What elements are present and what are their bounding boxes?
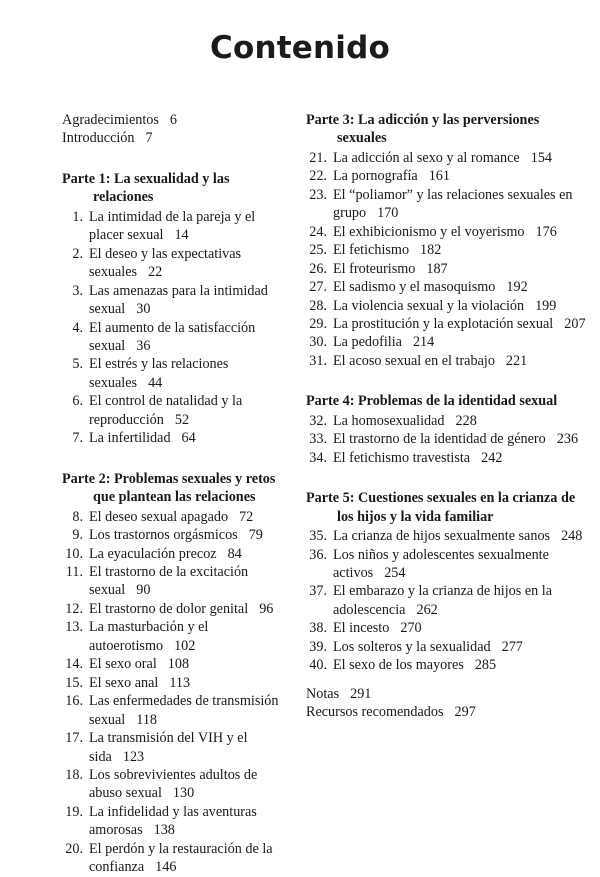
chapter-title-text: El exhibicionismo y el voyerismo — [333, 223, 525, 240]
chapter-page-number: 96 — [259, 600, 274, 617]
chapter-number: 18. — [65, 766, 83, 783]
chapter-entry[interactable] — [62, 674, 292, 692]
chapter-title — [333, 619, 588, 637]
chapter-entry[interactable] — [306, 430, 588, 448]
chapter-title-text: La pedofilia — [333, 334, 402, 351]
chapter-number: 36. — [309, 546, 327, 563]
chapter-number: 34. — [309, 449, 327, 466]
chapter-title — [89, 729, 292, 766]
chapter-title-text: El incesto — [333, 620, 390, 637]
chapter-number: 13. — [65, 619, 83, 636]
chapter-number: 33. — [309, 431, 327, 448]
chapter-page-number: 123 — [122, 748, 145, 765]
chapter-title-text: El sexo oral — [89, 656, 157, 673]
chapter-page-number: 36 — [136, 337, 151, 354]
chapter-number: 15. — [65, 674, 83, 691]
chapter-number: 22. — [309, 168, 327, 185]
entry-page-number: 6 — [169, 112, 178, 128]
chapter-number: 26. — [309, 260, 327, 277]
chapter-number: 40. — [309, 657, 327, 674]
chapter-title — [333, 333, 588, 351]
chapter-page-number: 22 — [148, 264, 163, 281]
chapter-page-number: 52 — [174, 411, 190, 428]
entry-page-number: 291 — [350, 685, 372, 702]
chapter-title — [333, 582, 588, 619]
toc-columns — [0, 66, 600, 877]
chapter-title-text: El sexo anal — [89, 674, 159, 691]
chapter-number: 8. — [72, 508, 83, 525]
chapter-page-number: 130 — [172, 785, 195, 802]
chapter-title — [89, 208, 292, 245]
chapter-title — [333, 449, 588, 467]
chapter-title — [333, 352, 588, 370]
chapter-number: 20. — [65, 840, 83, 857]
toc-plain-entry[interactable] — [306, 703, 588, 721]
chapter-title — [89, 545, 292, 563]
chapter-page-number: 84 — [227, 545, 242, 562]
chapter-number: 7. — [72, 430, 83, 447]
part-heading: Parte 2: Problemas sexuales y retos que plantean las relaciones — [62, 470, 276, 506]
chapter-title-text: La homosexualidad — [333, 412, 445, 429]
chapter-page-number: 228 — [455, 412, 477, 429]
chapter-page-number: 254 — [384, 564, 406, 581]
chapter-entry[interactable] — [306, 449, 588, 467]
chapter-number: 39. — [309, 638, 327, 655]
chapter-number: 10. — [65, 545, 83, 562]
chapter-entry[interactable] — [62, 803, 292, 840]
chapter-entry[interactable] — [62, 600, 292, 618]
chapter-entry[interactable] — [306, 167, 588, 185]
chapter-title-text: La infertilidad — [89, 430, 171, 447]
chapter-title-text: Los solteros y la sexualidad — [333, 638, 491, 655]
chapter-title — [89, 618, 292, 655]
chapter-title — [333, 527, 588, 545]
chapter-list — [306, 527, 588, 675]
chapter-entry[interactable] — [306, 223, 588, 241]
chapter-title — [333, 167, 588, 185]
chapter-page-number: 221 — [505, 352, 528, 369]
chapter-entry[interactable] — [306, 278, 588, 296]
chapter-entry[interactable] — [62, 545, 292, 563]
chapter-title — [333, 260, 588, 278]
chapter-title — [89, 803, 292, 840]
chapter-page-number: 102 — [174, 637, 196, 654]
toc-column-left — [0, 111, 300, 877]
chapter-number: 6. — [72, 393, 83, 410]
chapter-entry[interactable] — [306, 656, 588, 674]
entry-page-number: 7 — [145, 130, 153, 147]
chapter-title — [89, 674, 292, 692]
chapter-page-number: 79 — [248, 527, 263, 544]
chapter-number: 35. — [309, 528, 327, 545]
spacer — [306, 675, 588, 685]
chapter-entry[interactable] — [62, 392, 292, 429]
chapter-page-number: 146 — [155, 859, 177, 876]
entry-label: Notas — [306, 685, 340, 702]
chapter-title — [89, 840, 292, 877]
chapter-entry[interactable] — [306, 619, 588, 637]
chapter-page-number: 161 — [428, 168, 450, 185]
chapter-number: 9. — [72, 527, 83, 544]
chapter-page-number: 199 — [535, 297, 557, 314]
chapter-number: 27. — [309, 279, 327, 296]
chapter-number: 1. — [72, 208, 83, 225]
chapter-title-text: El trastorno de la excitación sexual — [89, 563, 249, 599]
chapter-title-text: Los trastornos orgásmicos — [89, 527, 238, 544]
part-heading: Parte 3: La adicción y las perversiones sexuales — [306, 112, 540, 147]
chapter-title — [89, 392, 292, 429]
chapter-number: 11. — [65, 563, 83, 580]
chapter-entry[interactable] — [306, 149, 588, 167]
chapter-number: 28. — [309, 297, 327, 314]
chapter-entry[interactable] — [62, 355, 292, 392]
chapter-page-number: 108 — [167, 656, 190, 673]
chapter-page-number: 248 — [561, 528, 583, 545]
chapter-title-text: La intimidad de la pareja y el placer sexual — [89, 208, 256, 244]
chapter-title-text: La crianza de hijos sexualmente sanos — [333, 528, 551, 545]
back-matter-list — [306, 685, 588, 722]
chapter-title-text: El embarazo y la crianza de hijos en la adolescencia — [333, 583, 553, 618]
chapter-number: 5. — [72, 356, 83, 373]
chapter-title-text: El sexo de los mayores — [333, 657, 464, 674]
part-heading: Parte 5: Cuestiones sexuales en la crianza de los hijos y la vida familiar — [306, 490, 576, 525]
chapter-title-text: Los niños y adolescentes sexualmente activos — [333, 546, 549, 581]
chapter-list — [306, 149, 588, 370]
chapter-title-text: El deseo sexual apagado — [89, 508, 229, 525]
chapter-title — [333, 223, 588, 241]
chapter-number: 29. — [309, 315, 327, 332]
chapter-title — [333, 638, 588, 656]
chapter-title — [89, 355, 292, 392]
chapter-entry[interactable] — [62, 766, 292, 803]
chapter-page-number: 44 — [148, 374, 163, 391]
chapter-page-number: 64 — [181, 430, 196, 447]
chapter-entry[interactable] — [306, 527, 588, 545]
chapter-number: 12. — [65, 600, 83, 617]
chapter-page-number: 176 — [535, 223, 557, 240]
chapter-title — [333, 278, 588, 296]
chapter-title-text: La eyaculación precoz — [89, 545, 217, 562]
chapter-title — [89, 766, 292, 803]
chapter-number: 32. — [309, 412, 327, 429]
entry-label: Introducción — [62, 130, 135, 147]
chapter-page-number: 285 — [474, 657, 497, 674]
toc-plain-entry[interactable] — [62, 111, 292, 129]
chapter-title — [333, 186, 588, 223]
chapter-title-text: El fetichismo travestista — [333, 449, 471, 466]
left-parts — [62, 170, 292, 877]
chapter-entry[interactable] — [306, 186, 588, 223]
chapter-entry[interactable] — [306, 352, 588, 370]
chapter-number: 21. — [309, 149, 327, 166]
chapter-title — [89, 245, 292, 282]
chapter-number: 17. — [65, 730, 83, 747]
chapter-page-number: 214 — [412, 334, 435, 351]
chapter-entry[interactable] — [62, 692, 292, 729]
chapter-number: 25. — [309, 242, 327, 259]
chapter-page-number: 118 — [136, 711, 158, 728]
chapter-number: 19. — [65, 803, 83, 820]
chapter-entry[interactable] — [306, 546, 588, 583]
chapter-title — [333, 297, 588, 315]
chapter-title-text: El “poliamor” y las relaciones sexuales en grupo — [333, 186, 573, 222]
chapter-entry[interactable] — [306, 638, 588, 656]
chapter-page-number: 113 — [169, 674, 191, 691]
chapter-number: 30. — [309, 334, 327, 351]
chapter-entry[interactable] — [62, 655, 292, 673]
chapter-title — [333, 546, 588, 583]
chapter-title — [333, 149, 588, 167]
chapter-entry[interactable] — [306, 241, 588, 259]
chapter-entry[interactable] — [306, 412, 588, 430]
chapter-title — [89, 282, 292, 319]
chapter-entry[interactable] — [62, 729, 292, 766]
chapter-list — [62, 508, 292, 877]
chapter-entry[interactable] — [62, 508, 292, 526]
chapter-title — [333, 241, 588, 259]
chapter-number: 38. — [309, 620, 327, 637]
chapter-page-number: 262 — [416, 601, 438, 618]
chapter-title-text: La transmisión del VIH y el sida — [89, 730, 248, 765]
chapter-page-number: 14 — [174, 227, 189, 244]
chapter-title-text: Los sobrevivientes adultos de abuso sexual — [89, 766, 258, 802]
chapter-title-text: El sadismo y el masoquismo — [333, 279, 496, 296]
chapter-title — [333, 430, 588, 448]
chapter-page-number: 236 — [556, 431, 579, 448]
entry-page-number: 297 — [454, 704, 476, 721]
chapter-page-number: 277 — [501, 638, 523, 655]
chapter-title — [333, 656, 588, 674]
chapter-title-text: La infidelidad y las aventuras amorosas — [89, 803, 257, 839]
chapter-number: 23. — [309, 186, 327, 203]
chapter-title-text: El control de natalidad y la reproducción — [89, 393, 243, 428]
chapter-page-number: 138 — [153, 822, 175, 839]
toc-plain-entry[interactable] — [306, 685, 588, 703]
chapter-entry[interactable] — [306, 260, 588, 278]
chapter-title-text: La violencia sexual y la violación — [333, 297, 525, 314]
entry-label: Recursos recomendados — [306, 704, 444, 721]
chapter-title — [89, 692, 292, 729]
chapter-title-text: La prostitución y la explotación sexual — [333, 315, 554, 332]
chapter-title — [333, 315, 588, 333]
chapter-title-text: El froteurismo — [333, 260, 416, 277]
chapter-entry[interactable] — [62, 526, 292, 544]
chapter-entry[interactable] — [306, 297, 588, 315]
chapter-number: 31. — [309, 352, 327, 369]
chapter-page-number: 154 — [530, 149, 552, 166]
chapter-entry[interactable] — [62, 208, 292, 245]
chapter-entry[interactable] — [62, 282, 292, 319]
chapter-entry[interactable] — [62, 563, 292, 600]
chapter-entry[interactable] — [62, 319, 292, 356]
chapter-title-text: El trastorno de la identidad de género — [333, 431, 546, 448]
chapter-page-number: 270 — [400, 620, 422, 637]
chapter-title-text: El deseo y las expectativas sexuales — [89, 245, 242, 281]
chapter-title — [333, 412, 588, 430]
chapter-page-number: 187 — [426, 260, 448, 277]
chapter-number: 14. — [65, 656, 83, 673]
chapter-title — [89, 508, 292, 526]
toc-plain-entry[interactable] — [62, 129, 292, 147]
chapter-title-text: Las amenazas para la intimidad sexual — [89, 282, 268, 318]
chapter-page-number: 72 — [239, 508, 254, 525]
chapter-number: 24. — [309, 223, 327, 240]
chapter-entry[interactable] — [62, 618, 292, 655]
chapter-number: 3. — [72, 282, 83, 299]
chapter-title — [89, 429, 292, 447]
chapter-page-number: 182 — [420, 242, 442, 259]
chapter-page-number: 90 — [136, 582, 151, 599]
chapter-entry[interactable] — [306, 582, 588, 619]
chapter-entry[interactable] — [306, 315, 588, 333]
entry-label: Agradecimientos — [62, 112, 159, 128]
chapter-title — [89, 526, 292, 544]
chapter-number: 4. — [72, 319, 83, 336]
chapter-title-text: El aumento de la satisfacción sexual — [89, 319, 256, 354]
chapter-entry[interactable] — [62, 840, 292, 877]
chapter-page-number: 170 — [377, 205, 399, 222]
chapter-title-text: La pornografía — [333, 168, 418, 185]
chapter-list — [62, 208, 292, 448]
chapter-page-number: 192 — [506, 279, 528, 296]
chapter-title-text: El trastorno de dolor genital — [89, 600, 249, 617]
front-matter-list — [62, 111, 292, 148]
chapter-entry[interactable] — [62, 429, 292, 447]
chapter-title — [89, 600, 292, 618]
chapter-title-text: El acoso sexual en el trabajo — [333, 352, 495, 369]
chapter-page-number: 242 — [481, 449, 503, 466]
page-title: Contenido — [210, 30, 390, 66]
chapter-title — [89, 319, 292, 356]
chapter-title-text: Las enfermedades de transmisión sexual — [89, 693, 279, 728]
part-heading: Parte 1: La sexualidad y las relaciones — [62, 170, 230, 206]
part-heading: Parte 4: Problemas de la identidad sexual — [306, 393, 558, 410]
chapter-title-text: El fetichismo — [333, 242, 410, 259]
right-parts — [306, 111, 588, 675]
chapter-entry[interactable] — [306, 333, 588, 351]
chapter-number: 37. — [309, 583, 327, 600]
chapter-number: 2. — [72, 245, 83, 262]
chapter-number: 16. — [65, 693, 83, 710]
chapter-list — [306, 412, 588, 467]
chapter-page-number: 30 — [136, 301, 151, 318]
chapter-title-text: El estrés y las relaciones sexuales — [89, 356, 229, 391]
chapter-title-text: La adicción al sexo y al romance — [333, 149, 520, 166]
chapter-title — [89, 563, 292, 600]
toc-column-right — [300, 111, 600, 877]
chapter-entry[interactable] — [62, 245, 292, 282]
chapter-page-number: 207 — [564, 315, 586, 332]
chapter-title — [89, 655, 292, 673]
chapter-title-text: El perdón y la restauración de la confianza — [89, 840, 273, 876]
chapter-title-text: La masturbación y el autoerotismo — [89, 619, 209, 654]
